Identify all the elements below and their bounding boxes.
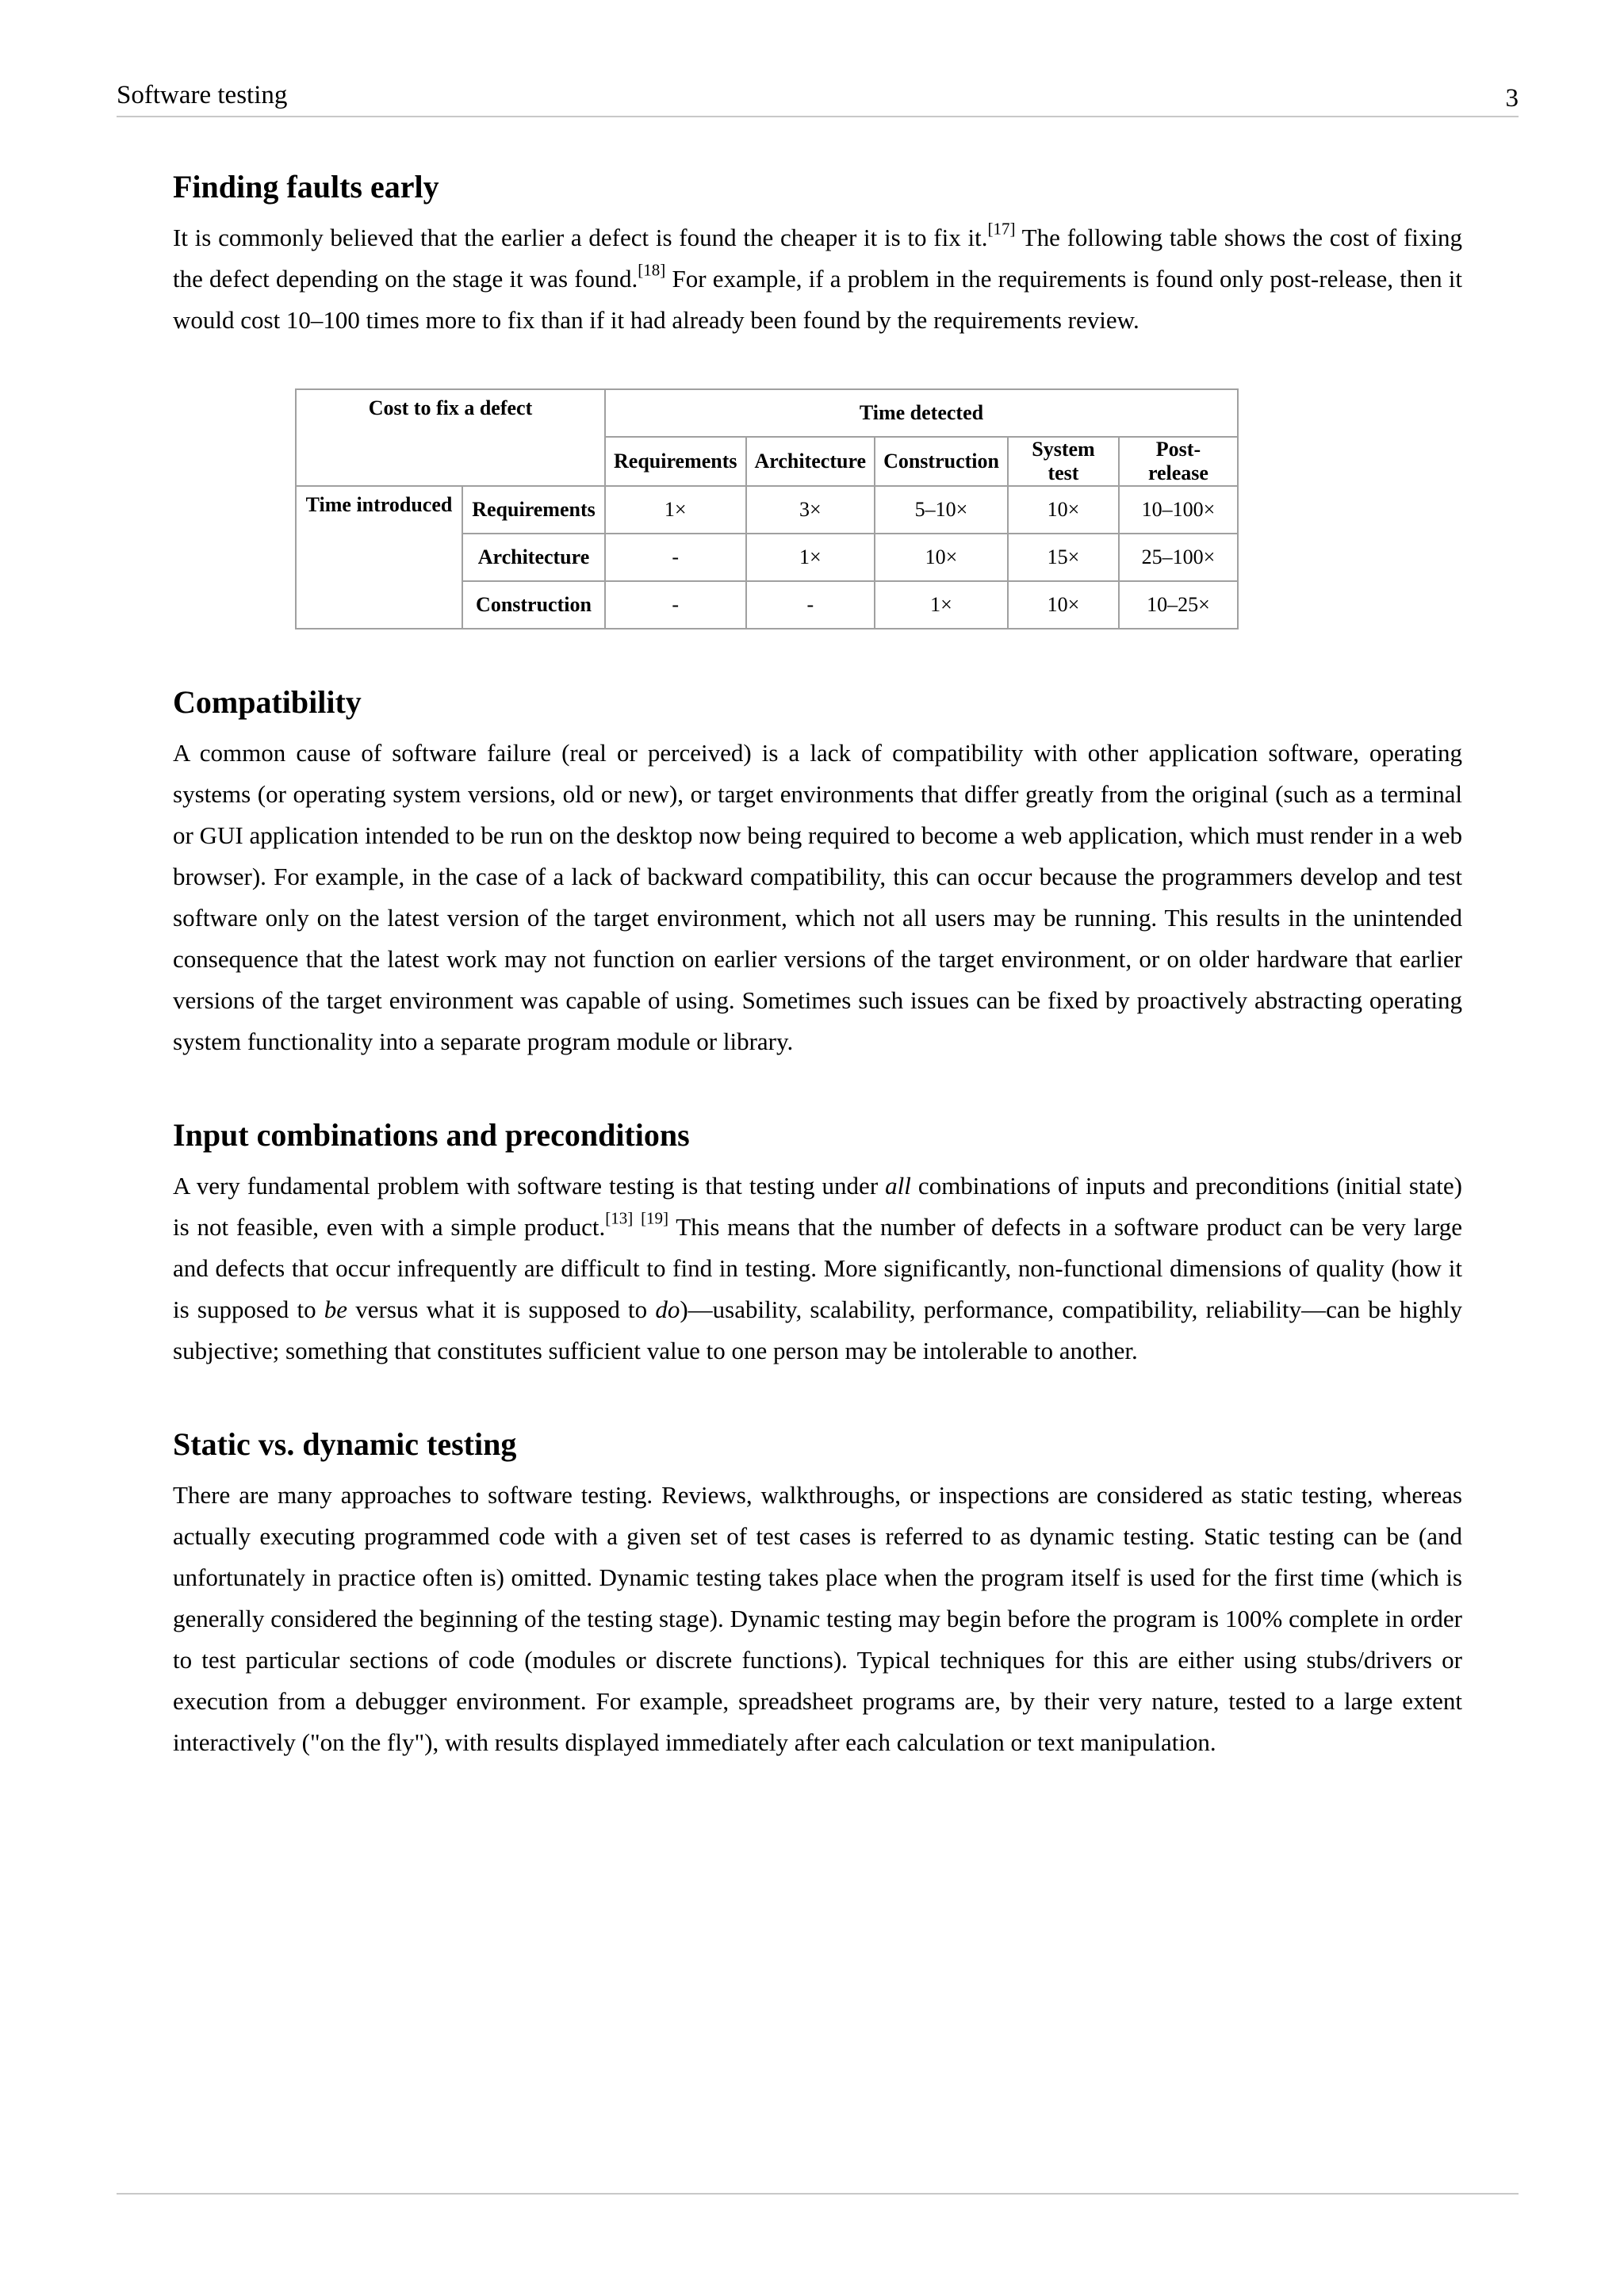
table-row — [296, 486, 1238, 534]
citation-link[interactable]: [18] — [638, 260, 666, 280]
table-column-header: Requirements — [605, 437, 746, 486]
header-rule — [117, 116, 1519, 117]
citation-link[interactable]: [13] — [605, 1208, 634, 1228]
table-cell: 25–100× — [1119, 534, 1238, 581]
section-heading: Input combinations and preconditions — [173, 1117, 690, 1153]
section-heading: Static vs. dynamic testing — [173, 1426, 517, 1462]
table-cell: - — [605, 581, 746, 629]
paragraph-text: )—usability, scalability, performance, compatibility, reliability—can be highly subjective; something that constitutes sufficient value to one person may be intolerable to another. — [173, 1295, 1462, 1364]
table-column-header: System test — [1008, 437, 1119, 486]
paragraph-text: A very fundamental problem with software testing is that testing under — [173, 1172, 886, 1200]
table-cell: 10–25× — [1119, 581, 1238, 629]
section-finding-faults-early — [173, 166, 1462, 629]
table-cell: 3× — [746, 486, 875, 534]
running-title: Software testing — [117, 81, 288, 109]
section-static-vs-dynamic — [173, 1424, 1462, 1763]
paragraph-text: The following table shows the cost of fixing the defect depending on the stage it was found. — [173, 224, 1463, 293]
page-content — [173, 166, 1462, 1763]
emphasis-text: be — [324, 1295, 348, 1323]
paragraph-text: combinations of inputs and preconditions (initial state) is not feasible, even with a simple product. — [173, 1172, 1462, 1241]
table-cell: 10× — [1008, 486, 1119, 534]
table-cell: 10–100× — [1119, 486, 1238, 534]
section-compatibility — [173, 682, 1462, 1062]
section-input-combinations — [173, 1115, 1462, 1372]
table-row-header: Construction — [462, 581, 605, 629]
paragraph-text: It is commonly believed that the earlier a defect is found the cheaper it is to fix it. — [173, 224, 988, 251]
table-introduced-header: Time introduced — [296, 486, 462, 629]
table-row-header: Requirements — [462, 486, 605, 534]
table-row-header: Architecture — [462, 534, 605, 581]
table-cell: - — [746, 581, 875, 629]
table-column-header: Construction — [875, 437, 1008, 486]
section-heading: Compatibility — [173, 684, 362, 720]
table-cell: 10× — [875, 534, 1008, 581]
table-cell: 10× — [1008, 581, 1119, 629]
emphasis-text: all — [885, 1172, 911, 1200]
section-paragraph — [173, 217, 1462, 341]
table-cell: 1× — [746, 534, 875, 581]
section-paragraph: There are many approaches to software testing. Reviews, walkthroughs, or inspections are considered as static testing, whereas actually executing programmed code with a given set of test cases is referred to as dynamic testing. Static testing can be (and unfortunately in practice often is) omitted. Dynamic testing takes place when the program itself is used for the first time (which is generally considered the beginning of the testing stage). Dynamic testing may begin before the program is 100% complete in order to test particular sections of code (modules or discrete functions). Typical techniques for this are either using stubs/drivers or execution from a debugger environment. For example, spreadsheet programs are, by their very nature, tested to a large extent interactively ("on the fly"), with results displayed immediately after each calculation or text manipulation. — [173, 1481, 1462, 1756]
table-column-header: Post-release — [1119, 437, 1238, 486]
table-cell: 15× — [1008, 534, 1119, 581]
section-paragraph — [173, 1165, 1462, 1372]
table-cell: 1× — [605, 486, 746, 534]
section-heading: Finding faults early — [173, 169, 439, 205]
page-number: 3 — [1505, 84, 1519, 113]
table-cell: 5–10× — [875, 486, 1008, 534]
emphasis-text: do — [655, 1295, 680, 1323]
table-detected-header: Time detected — [605, 389, 1238, 437]
defect-cost-table — [295, 388, 1239, 629]
table-cell: - — [605, 534, 746, 581]
paragraph-text: versus what it is supposed to — [347, 1295, 656, 1323]
citation-link[interactable]: [17] — [987, 219, 1016, 239]
table-cell: 1× — [875, 581, 1008, 629]
table-column-header: Architecture — [746, 437, 875, 486]
paragraph-text: This means that the number of defects in a software product can be very large and defects that occur infrequently are difficult to find in testing. More significantly, non-functional dimensions of quality (how it is supposed to — [173, 1213, 1462, 1323]
table-corner-header: Cost to fix a defect — [296, 389, 605, 486]
section-paragraph: A common cause of software failure (real or perceived) is a lack of compatibility with other application software, operating systems (or operating system versions, old or new), or target environments that differ greatly from the original (such as a terminal or GUI application intended to be run on the desktop now being required to become a web application, which must render in a web browser). For example, in the case of a lack of backward compatibility, this can occur because the programmers develop and test software only on the latest version of the target environment, which not all users may be running. This results in the unintended consequence that the latest work may not function on earlier versions of the target environment, or on older hardware that earlier versions of the target environment was capable of using. Sometimes such issues can be fixed by proactively abstracting operating system functionality into a separate program module or library. — [173, 739, 1462, 1055]
citation-link[interactable]: [19] — [641, 1208, 669, 1228]
paragraph-text: For example, if a problem in the requirements is found only post-release, then it would cost 10–100 times more to fix than if it had already been found by the requirements review. — [173, 265, 1462, 334]
footer-rule — [117, 2193, 1519, 2195]
